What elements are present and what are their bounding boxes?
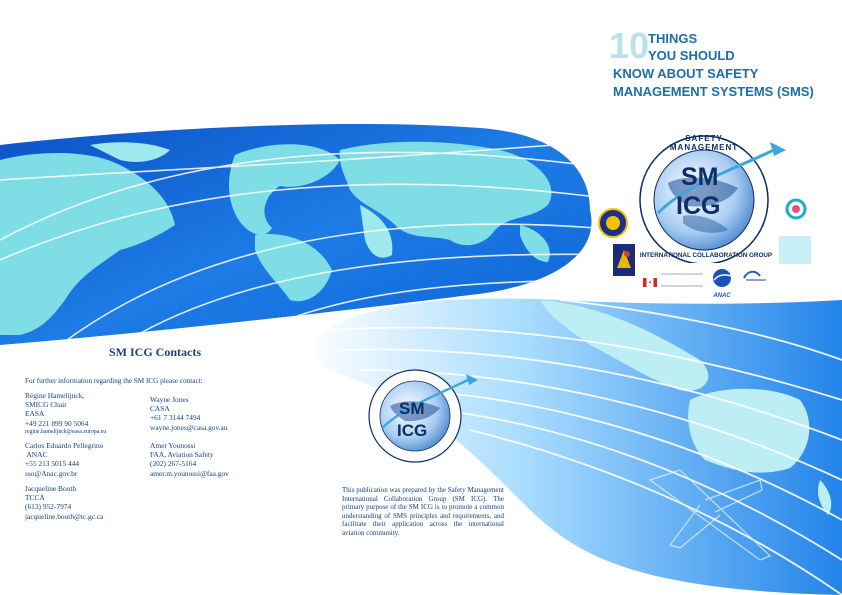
logo-small-sm-text: SM [399, 399, 425, 418]
canada-flag-logo [643, 274, 657, 292]
publication-note: This publication was prepared by the Safety Management International Collaboration Group (SM ICG). The primary purpose of the SM ICG is to promote a common understanding of SMS principles and requirements, and facilitate their application across the international aviation community. [342, 486, 504, 537]
light-blue-logo [779, 236, 811, 264]
contact-line: (613) 952-7974 [25, 502, 72, 512]
contact-younossi [150, 441, 229, 478]
anac-label: ANAC [713, 293, 731, 299]
title-line-4: MANAGEMENT SYSTEMS (SMS) [613, 84, 814, 99]
logo-ring-bottom-text: INTERNATIONAL COLLABORATION GROUP [639, 252, 773, 259]
contact-line: (202) 267-5164 [150, 459, 197, 469]
anac-logo [709, 268, 735, 299]
contact-line: Jacqueline Booth [25, 484, 77, 493]
contact-line: SMICG Chair [25, 400, 67, 410]
contact-hamelijnck [25, 391, 106, 437]
ring-logo [782, 196, 810, 227]
title-number: 10 [609, 25, 650, 66]
contact-line: CASA [150, 404, 170, 414]
contact-email[interactable]: regine.hamelijnck@easa.europa.eu [25, 428, 107, 435]
contact-booth [25, 484, 103, 521]
logo-ring-top-text: SAFETY MANAGEMENT [669, 134, 739, 152]
contact-line: FAA, Aviation Safety [150, 450, 214, 460]
contact-line: Régine Hamelijnck, [25, 391, 85, 400]
faa-seal-logo [598, 208, 628, 243]
casa-logo [613, 244, 635, 281]
contact-email[interactable]: sso@Anac.gov.br [25, 468, 78, 478]
contacts-heading: SM ICG Contacts [109, 345, 201, 359]
logo-small-icg-text: ICG [397, 421, 428, 440]
contact-line: TCCA [25, 493, 45, 503]
smicg-logo-large [628, 128, 788, 263]
contact-line: +61 7 3144 7494 [150, 413, 201, 423]
contact-jones [150, 395, 228, 432]
logo-icg-text: ICG [676, 192, 721, 220]
contact-line: +55 213 5015 444 [25, 459, 80, 469]
contact-line: EASA [25, 409, 45, 419]
contact-line: Carlos Eduardo Pellegrino [25, 441, 104, 450]
title-line-3: KNOW ABOUT SAFETY [613, 66, 759, 81]
title-line-1: THINGS [648, 31, 698, 46]
contact-pellegrino [25, 441, 103, 478]
contact-line: Amer Younossi [150, 441, 196, 450]
contact-email[interactable]: wayne.jones@casa.gov.au [150, 422, 228, 432]
contact-email[interactable]: jacqueline.booth@tc.gc.ca [25, 511, 104, 521]
title-line-2: YOU SHOULD [648, 48, 735, 63]
civil-aviation-logo [742, 268, 770, 289]
tcca-wordmark [661, 273, 703, 287]
logo-sm-text: SM [681, 163, 719, 191]
contact-line: Wayne Jones [150, 395, 189, 404]
contact-email[interactable]: amer.m.younossi@faa.gov [150, 468, 229, 478]
contact-line: +49 221 899 90 5064 [25, 418, 89, 428]
contacts-intro: For further information regarding the SM ICG please contact: [25, 377, 203, 385]
contact-line: ANAC [25, 450, 48, 460]
smicg-logo-small [360, 366, 480, 466]
